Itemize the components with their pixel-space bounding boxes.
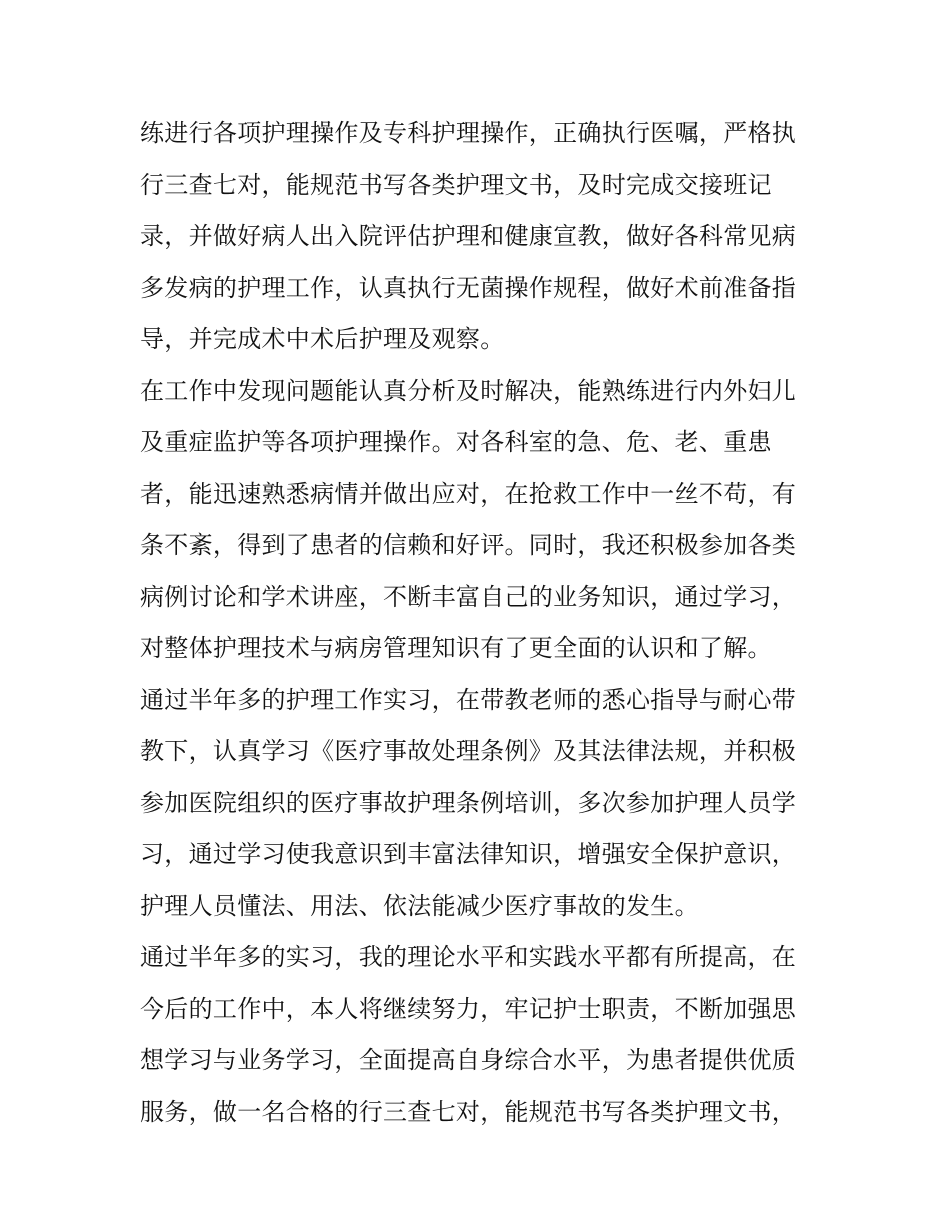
document-body — [140, 108, 820, 1138]
text-line: 通过半年多的实习，我的理论水平和实践水平都有所提高，在 — [140, 943, 797, 971]
text-line: 病例讨论和学术讲座，不断丰富自己的业务知识，通过学习， — [140, 582, 797, 611]
text-line: 在工作中发现问题能认真分析及时解决，能熟练进行内外妇儿 — [140, 376, 797, 405]
text-line: 者，能迅速熟悉病情并做出应对，在抢救工作中一丝不苟，有 — [140, 479, 797, 508]
text-line: 参加医院组织的医疗事故护理条例培训，多次参加护理人员学 — [140, 788, 797, 817]
text-line: 今后的工作中，本人将继续努力，牢记护士职责，不断加强思 — [140, 994, 797, 1023]
text-line: 及重症监护等各项护理操作。对各科室的急、危、老、重患 — [140, 428, 772, 456]
text-line: 条不紊，得到了患者的信赖和好评。同时，我还积极参加各类 — [140, 531, 797, 559]
text-line: 行三查七对，能规范书写各类护理文书，及时完成交接班记 — [140, 170, 772, 199]
text-line: 护理人员懂法、用法、依法能减少医疗事故的发生。 — [140, 891, 699, 920]
text-line: 想学习与业务学习，全面提高自身综合水平，为患者提供优质 — [140, 1046, 797, 1074]
text-line: 对整体护理技术与病房管理知识有了更全面的认识和了解。 — [140, 634, 772, 662]
text-line: 服务，做一名合格的行三查七对，能规范书写各类护理文书， — [140, 1097, 797, 1126]
text-line: 练进行各项护理操作及专科护理操作，正确执行医嘱，严格执 — [140, 119, 797, 147]
text-line: 导，并完成术中术后护理及观察。 — [140, 325, 505, 353]
text-line: 通过半年多的护理工作实习，在带教老师的悉心指导与耐心带 — [140, 685, 797, 714]
text-line: 教下，认真学习《医疗事故处理条例》及其法律法规，并积极 — [140, 737, 797, 765]
text-line: 录，并做好病人出入院评估护理和健康宣教，做好各科常见病 — [140, 222, 797, 250]
text-line: 习，通过学习使我意识到丰富法律知识，增强安全保护意识， — [140, 840, 797, 868]
text-line: 多发病的护理工作，认真执行无菌操作规程，做好术前准备指 — [140, 273, 797, 302]
